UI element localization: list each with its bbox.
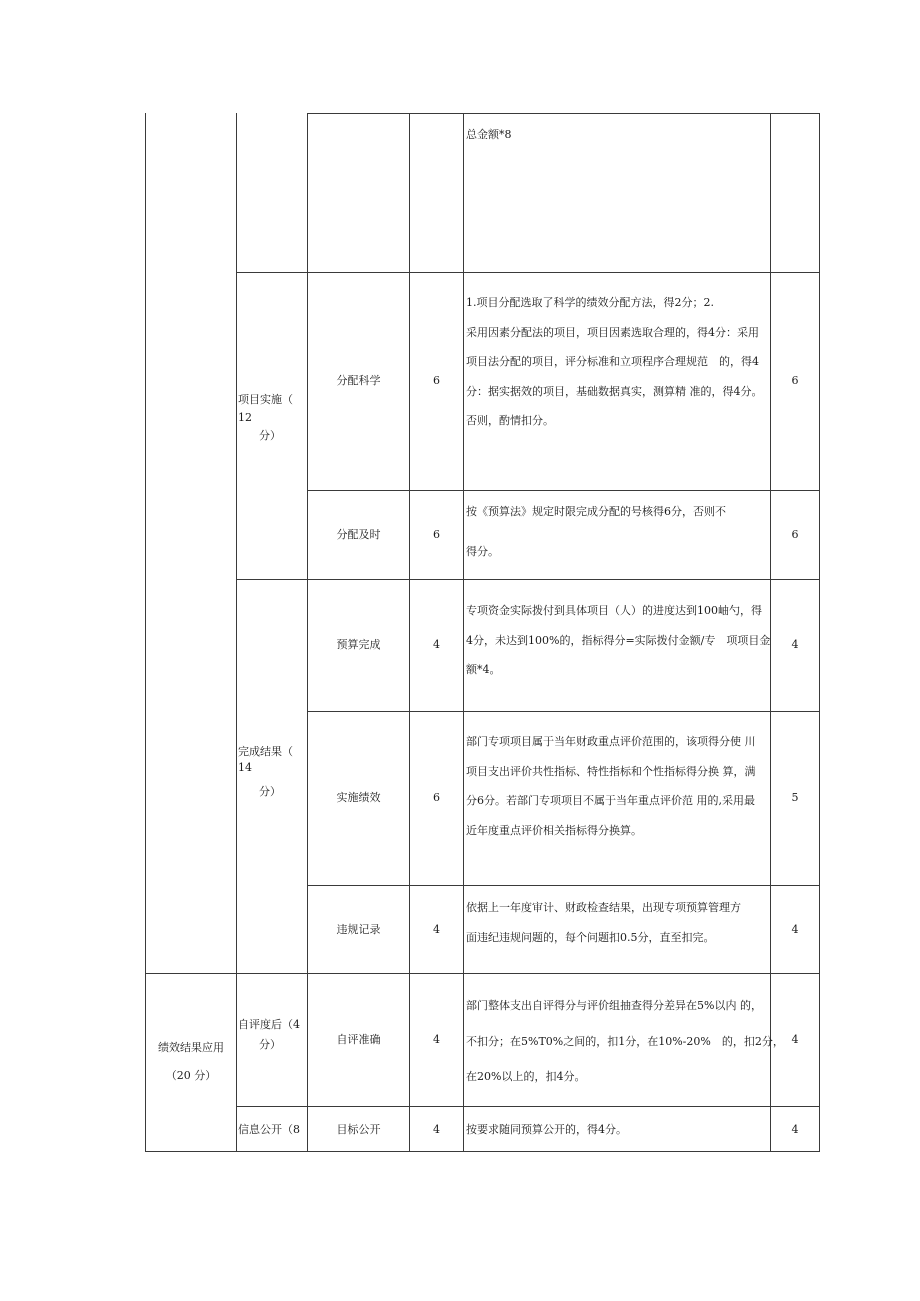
weight-cell: 4 (433, 638, 440, 651)
column-divider (409, 113, 410, 1152)
indicator-cell: 分配及时 (336, 528, 381, 541)
score-cell: 4 (791, 638, 799, 651)
score-cell: 4 (791, 1033, 799, 1046)
score-cell: 4 (791, 923, 799, 936)
indicator-cell: 分配科学 (336, 374, 381, 387)
criterion-cell: 按要求随同预算公开的，得4分。 (466, 1123, 627, 1136)
level2-indicator-cell: 信息公开（8 (238, 1123, 300, 1136)
weight-cell: 6 (433, 374, 440, 387)
row-divider (145, 973, 820, 974)
table-border-left (145, 113, 146, 1152)
level2-indicator-cell: 项目实施（ 12 分） (238, 393, 293, 442)
indicator-cell: 自评准确 (336, 1033, 381, 1046)
indicator-cell: 实施绩效 (336, 791, 381, 804)
criterion-cell: 按《预算法》规定时限完成分配的号核得6分，否则不 得分。 (466, 505, 726, 558)
criterion-cell: 总金额*8 (466, 128, 512, 141)
weight-cell: 6 (433, 791, 440, 804)
criterion-cell: 1.项目分配选取了科学的绩效分配方法，得2分；2. 采用因素分配法的项目，项目因素选取合理的，得4分：采用 项目法分配的项目，评分标准和立项程序合理规范 的，得4 分：据实据效的项目，基础数据真实，测算精 准的，得4分。 否则，酌情扣分。 (466, 296, 763, 427)
level2-indicator-cell: 自评度后（4 分） (238, 1018, 300, 1051)
row-divider (307, 490, 820, 491)
row-divider (236, 272, 820, 273)
score-cell: 6 (791, 528, 799, 541)
row-divider (236, 1106, 820, 1107)
level1-indicator-cell: 绩效结果应用 （20 分） (158, 1041, 224, 1082)
column-divider (307, 113, 308, 1152)
weight-cell: 4 (433, 1033, 440, 1046)
table-border-top (307, 113, 820, 114)
weight-cell: 6 (433, 528, 440, 541)
criterion-cell: 依据上一年度审计、财政检查结果，出现专项预算管理方 面违纪违规问题的，每个问题扣0.5分，直至扣完。 (466, 901, 741, 944)
weight-cell: 4 (433, 923, 440, 936)
indicator-cell: 预算完成 (336, 638, 381, 651)
score-cell: 4 (791, 1123, 799, 1136)
row-divider (307, 885, 820, 886)
indicator-cell: 目标公开 (336, 1123, 381, 1136)
row-divider (307, 711, 820, 712)
row-divider (236, 579, 820, 580)
criterion-cell: 部门专项项目属于当年财政重点评价范围的，该项得分使 川 项目支出评价共性指标、特性指标和个性指标得分换 算，满 分6分。若部门专项项目不属于当年重点评价范 用的,采用最 近年度重点评价相关指标得分换算。 (466, 735, 756, 837)
indicator-cell: 违规记录 (336, 923, 381, 936)
criterion-cell: 部门整体支出自评得分与评价组抽查得分差异在5%以内 的， 不扣分；在5%T0%之间的，扣1分，在10%-20% 的，扣2分， 在20%以上的，扣4分。 (466, 999, 784, 1083)
column-divider (236, 113, 237, 1152)
score-cell: 5 (791, 791, 799, 804)
criterion-cell: 专项资金实际拨付到具体项目（人）的进度达到100岫勺，得 4分，未达到100%的，指标得分=实际拨付金额/专 项项目金 额*4。 (466, 604, 771, 676)
score-cell: 6 (791, 374, 799, 387)
table-border-right (819, 113, 820, 1152)
column-divider (463, 113, 464, 1152)
weight-cell: 4 (433, 1123, 440, 1136)
level2-indicator-cell: 完成结果（ 14 分） (238, 745, 293, 798)
table-border-bottom (145, 1151, 820, 1152)
